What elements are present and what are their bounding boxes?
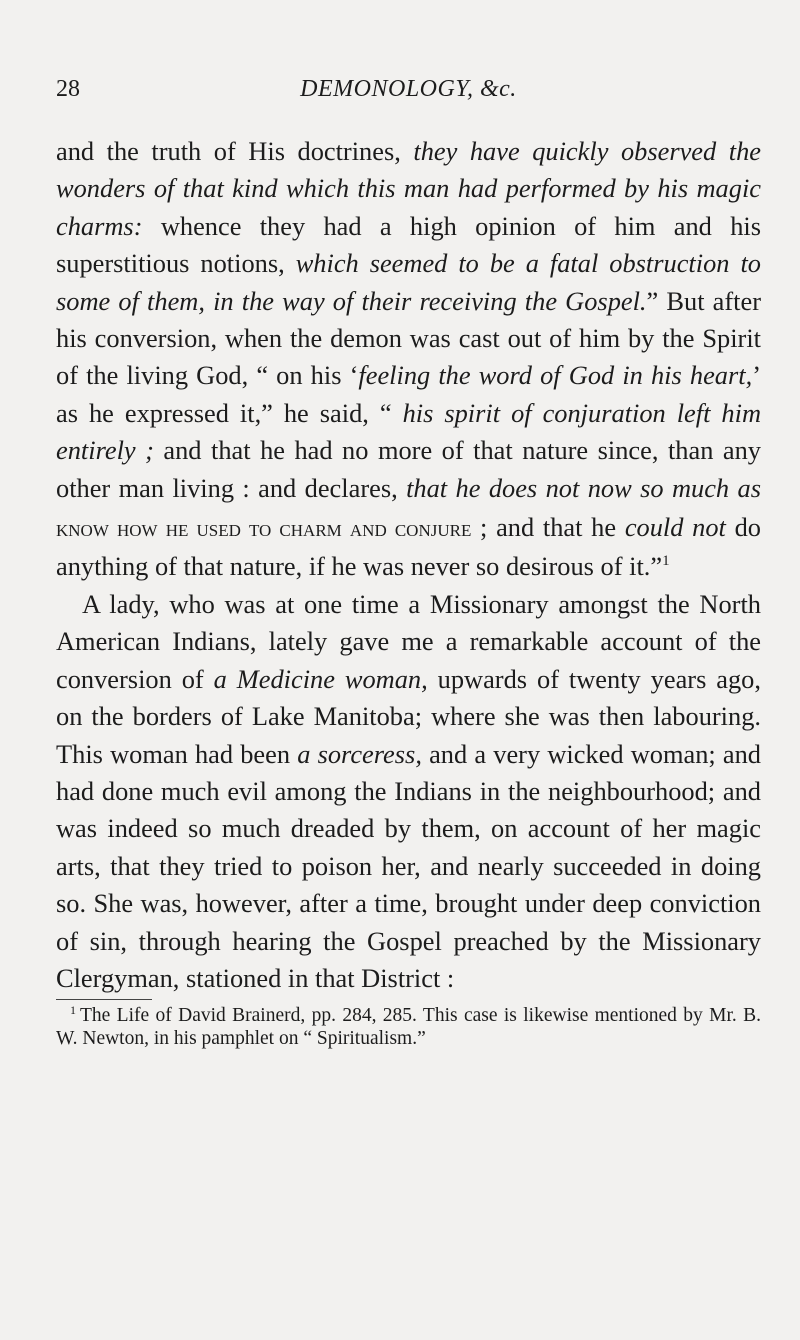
running-title: DEMONOLOGY, &c. (300, 76, 517, 102)
footnote-text: The Life of David Brainerd, pp. 284, 285. This case is likewise mentioned by Mr. B. W. Newton, in his pamphlet on “ Spiritualism.” (56, 1005, 761, 1050)
footnote-reference[interactable]: 1 (662, 553, 670, 570)
paragraph-continued: and the truth of His doctrines, they have quickly observed the wonders of that kind which this man had performed by his magic charms: whence they had a high opinion of him and his superstitious notions, which seemed to be a fatal obstruction to some of them, in the way of their receiving the Gospel.” But after his conversion, when the demon was cast out of him by the Spirit of the living God, “ on his ‘feeling the word of God in his heart,’ as he expressed it,” he said, “ his spirit of conjuration left him entirely ; and that he had no more of that nature since, than any other man living : and declares, that he does not now so much as know how he used to charm and conjure ; and that he could not do anything of that nature, if he was never so desirous of it.”$^1$ (56, 136, 762, 582)
footnote (56, 1004, 761, 1050)
book-page (56, 76, 761, 1050)
paragraph-medicine-woman: A lady, who was at one time a Missionary amongst the North American Indians, lately gave me a remarkable account of the conversion of a Medicine woman, upwards of twenty years ago, on the borders of Lake Manitoba; where she was then labouring. This woman had been a sorceress, and a very wicked woman; and had done much evil among the Indians in the neighbourhood; and was indeed so much dreaded by them, on account of her magic arts, that they tried to poison her, and nearly succeeded in doing so. She was, however, after a time, brought under deep conviction of sin, through hearing the Gospel preached by the Missionary Clergyman, stationed in that District : (56, 588, 761, 993)
footnote-divider (56, 999, 152, 1000)
body-text (56, 133, 761, 997)
footnote-marker: 1 (70, 1002, 76, 1017)
running-head (56, 76, 761, 116)
page-number: 28 (56, 76, 80, 102)
